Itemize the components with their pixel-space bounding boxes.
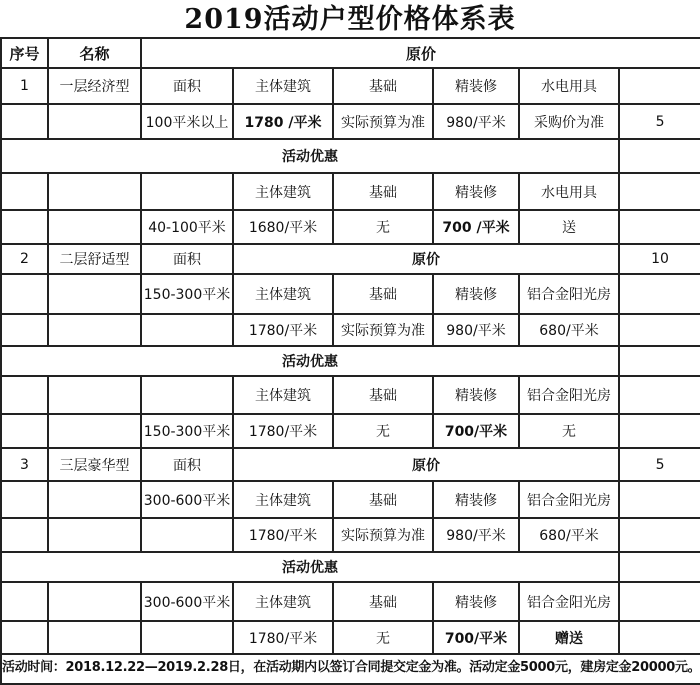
table-cell: 980/平米 bbox=[433, 314, 519, 346]
table-cell: 赠送 bbox=[519, 621, 619, 654]
table-cell: 实际预算为准 bbox=[333, 104, 433, 139]
table-cell: 无 bbox=[333, 414, 433, 448]
table-row bbox=[1, 621, 700, 654]
table-cell: 三层豪华型 bbox=[48, 448, 141, 481]
table-cell bbox=[48, 481, 141, 518]
table-row bbox=[1, 414, 700, 448]
table-cell: 300-600平米 bbox=[141, 481, 233, 518]
table-cell: 680/平米 bbox=[519, 518, 619, 552]
table-cell bbox=[619, 68, 700, 104]
table-row bbox=[1, 346, 700, 376]
table-cell bbox=[1, 314, 48, 346]
table-cell: 主体建筑 bbox=[233, 68, 333, 104]
table-cell: 680/平米 bbox=[519, 314, 619, 346]
table-cell: 5 bbox=[619, 448, 700, 481]
table-cell: 实际预算为准 bbox=[333, 314, 433, 346]
table-cell: 面积 bbox=[141, 244, 233, 274]
table-cell: 基础 bbox=[333, 173, 433, 210]
table-cell: 980/平米 bbox=[433, 518, 519, 552]
table-cell: 原价 bbox=[233, 448, 619, 481]
table-cell: 二层舒适型 bbox=[48, 244, 141, 274]
table-cell bbox=[141, 173, 233, 210]
table-cell: 实际预算为准 bbox=[333, 518, 433, 552]
table-cell: 1780/平米 bbox=[233, 314, 333, 346]
table-cell: 铝合金阳光房 bbox=[519, 376, 619, 414]
table-cell: 5 bbox=[619, 104, 700, 139]
table-cell: 一层经济型 bbox=[48, 68, 141, 104]
table-cell bbox=[619, 274, 700, 314]
table-cell: 1780/平米 bbox=[233, 518, 333, 552]
table-cell bbox=[48, 518, 141, 552]
table-cell: 主体建筑 bbox=[233, 376, 333, 414]
table-row bbox=[1, 104, 700, 139]
table-cell bbox=[1, 481, 48, 518]
table-cell: 活动优惠 bbox=[1, 139, 619, 173]
table-row bbox=[1, 582, 700, 621]
table-cell bbox=[1, 274, 48, 314]
table-cell: 700/平米 bbox=[433, 621, 519, 654]
table-row bbox=[1, 68, 700, 104]
table-cell: 1780 /平米 bbox=[233, 104, 333, 139]
table-cell: 无 bbox=[333, 621, 433, 654]
table-cell bbox=[1, 414, 48, 448]
table-cell bbox=[1, 582, 48, 621]
table-cell: 300-600平米 bbox=[141, 582, 233, 621]
table-cell bbox=[1, 210, 48, 244]
table-cell bbox=[48, 621, 141, 654]
table-cell: 活动优惠 bbox=[1, 552, 619, 582]
table-cell: 3 bbox=[1, 448, 48, 481]
table-cell: 基础 bbox=[333, 376, 433, 414]
table-cell: 水电用具 bbox=[519, 68, 619, 104]
table-cell: 100平米以上 bbox=[141, 104, 233, 139]
table-cell bbox=[619, 173, 700, 210]
table-cell: 面积 bbox=[141, 68, 233, 104]
table-cell: 1780/平米 bbox=[233, 621, 333, 654]
table-cell bbox=[141, 376, 233, 414]
table-cell: 精装修 bbox=[433, 68, 519, 104]
table-cell: 铝合金阳光房 bbox=[519, 481, 619, 518]
table-cell bbox=[619, 210, 700, 244]
table-cell bbox=[619, 139, 700, 173]
table-header-row bbox=[1, 38, 700, 68]
table-row bbox=[1, 481, 700, 518]
table-cell bbox=[48, 104, 141, 139]
table-cell bbox=[48, 274, 141, 314]
table-row bbox=[1, 139, 700, 173]
table-cell bbox=[48, 376, 141, 414]
table-cell: 送 bbox=[519, 210, 619, 244]
table-cell bbox=[1, 376, 48, 414]
table-cell: 精装修 bbox=[433, 481, 519, 518]
page-title: 2019活动户型价格体系表 bbox=[184, 4, 516, 35]
table-cell bbox=[619, 481, 700, 518]
table-row bbox=[1, 448, 700, 481]
table-row bbox=[1, 518, 700, 552]
table-cell: 铝合金阳光房 bbox=[519, 274, 619, 314]
table-cell: 基础 bbox=[333, 274, 433, 314]
table-cell bbox=[1, 173, 48, 210]
table-cell: 1780/平米 bbox=[233, 414, 333, 448]
table-cell bbox=[619, 552, 700, 582]
table-cell bbox=[619, 414, 700, 448]
table-cell: 主体建筑 bbox=[233, 582, 333, 621]
column-header: 序号 bbox=[1, 38, 48, 68]
table-cell: 精装修 bbox=[433, 376, 519, 414]
table-cell: 基础 bbox=[333, 582, 433, 621]
table-cell bbox=[1, 104, 48, 139]
table-cell bbox=[619, 314, 700, 346]
table-cell bbox=[48, 314, 141, 346]
table-row bbox=[1, 244, 700, 274]
table-cell bbox=[619, 518, 700, 552]
table-cell: 700 /平米 bbox=[433, 210, 519, 244]
table-cell bbox=[619, 376, 700, 414]
table-cell: 150-300平米 bbox=[141, 274, 233, 314]
column-header: 名称 bbox=[48, 38, 141, 68]
table-cell: 1 bbox=[1, 68, 48, 104]
table-cell bbox=[48, 210, 141, 244]
table-cell bbox=[48, 414, 141, 448]
column-header: 原价 bbox=[141, 38, 700, 68]
table-cell: 980/平米 bbox=[433, 104, 519, 139]
table-row bbox=[1, 314, 700, 346]
table-cell: 1680/平米 bbox=[233, 210, 333, 244]
table-cell bbox=[619, 346, 700, 376]
table-cell bbox=[141, 621, 233, 654]
table-cell: 面积 bbox=[141, 448, 233, 481]
table-cell bbox=[1, 518, 48, 552]
table-cell bbox=[1, 621, 48, 654]
table-cell bbox=[141, 518, 233, 552]
table-row bbox=[1, 376, 700, 414]
table-row bbox=[1, 274, 700, 314]
table-cell: 原价 bbox=[233, 244, 619, 274]
table-cell: 700/平米 bbox=[433, 414, 519, 448]
table-cell: 铝合金阳光房 bbox=[519, 582, 619, 621]
table-cell: 基础 bbox=[333, 68, 433, 104]
table-cell bbox=[48, 173, 141, 210]
table-cell: 主体建筑 bbox=[233, 173, 333, 210]
table-cell: 基础 bbox=[333, 481, 433, 518]
table-cell bbox=[141, 314, 233, 346]
table-cell: 采购价为准 bbox=[519, 104, 619, 139]
table-cell: 无 bbox=[333, 210, 433, 244]
table-row bbox=[1, 173, 700, 210]
table-cell: 精装修 bbox=[433, 274, 519, 314]
table-cell bbox=[619, 582, 700, 621]
table-row bbox=[1, 210, 700, 244]
table-cell: 精装修 bbox=[433, 173, 519, 210]
table-cell bbox=[48, 582, 141, 621]
table-cell: 2 bbox=[1, 244, 48, 274]
activity-note: 活动时间：2018.12.22—2019.2.28日，在活动期内以签订合同提交定金为准。活动定金5000元，建房定金20000元。 bbox=[0, 655, 700, 685]
table-cell: 主体建筑 bbox=[233, 274, 333, 314]
table-row bbox=[1, 552, 700, 582]
table-cell: 水电用具 bbox=[519, 173, 619, 210]
table-cell: 活动优惠 bbox=[1, 346, 619, 376]
table-cell: 10 bbox=[619, 244, 700, 274]
table-cell: 40-100平米 bbox=[141, 210, 233, 244]
table-cell: 无 bbox=[519, 414, 619, 448]
table-cell: 主体建筑 bbox=[233, 481, 333, 518]
price-table bbox=[0, 37, 700, 655]
table-cell bbox=[619, 621, 700, 654]
table-cell: 150-300平米 bbox=[141, 414, 233, 448]
table-cell: 精装修 bbox=[433, 582, 519, 621]
